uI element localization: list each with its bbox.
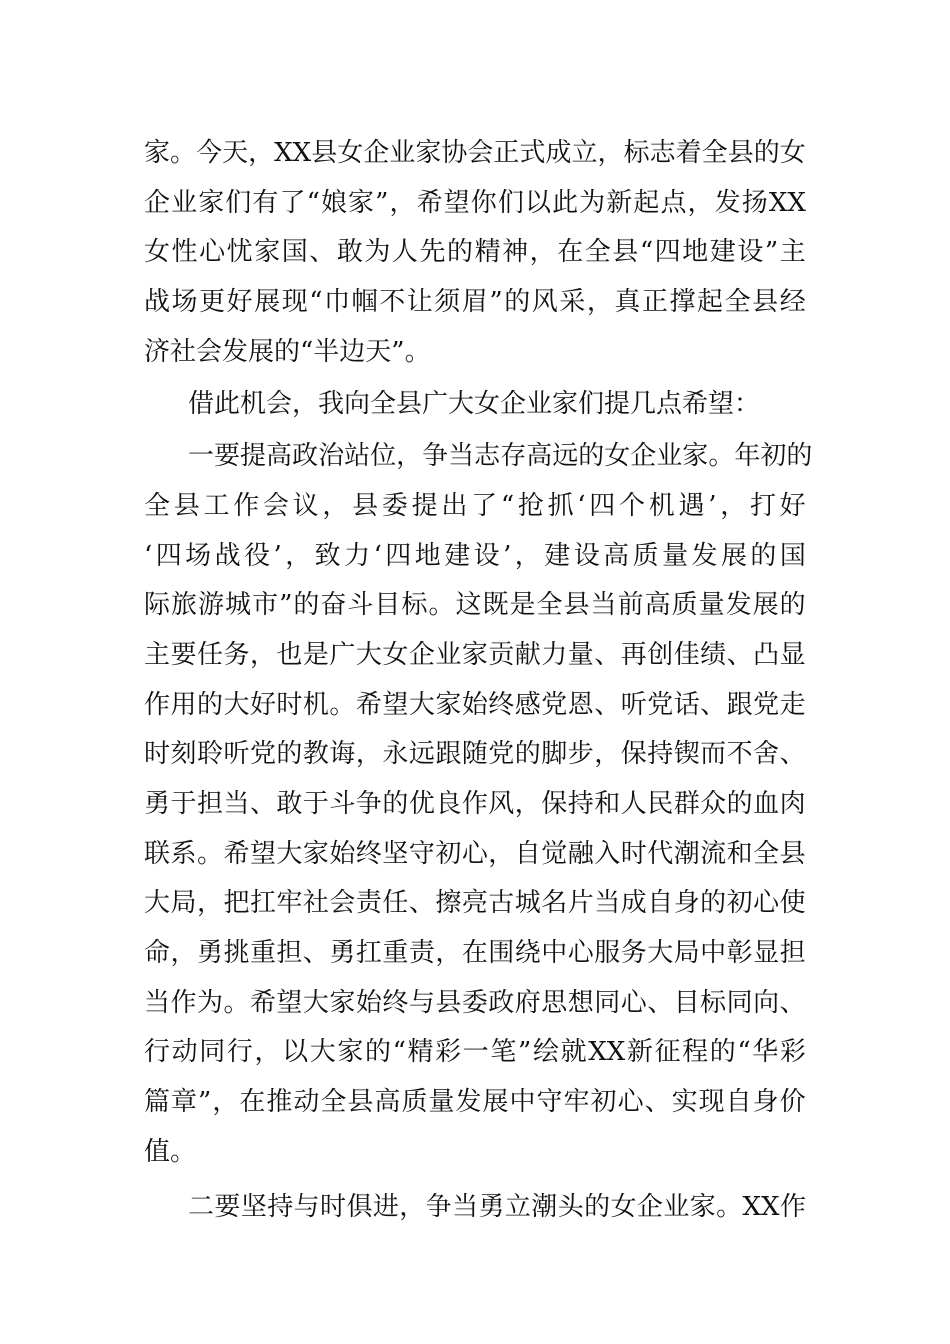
text-line: 行 动 同 行 ， 以 大 家 的 “ 精 彩 一 笔 ” 绘 就 XX 新 征 程 的 “ 华 彩: [144, 1037, 806, 1068]
text-line: 济社会发展的“半边天”。: [144, 336, 431, 367]
text-line: 值。: [144, 1136, 197, 1167]
text-line: 联 系 。 希 望 大 家 始 终 坚 守 初 心 ， 自 觉 融 入 时 代 潮 流 和 全 县: [144, 838, 806, 869]
text-line: 主 要 任 务 ， 也 是 广 大 女 企 业 家 贡 献 力 量 、 再 创 佳 绩 、 凸 显: [144, 639, 806, 670]
text-line: 借此机会，我向全县广大女企业家们提几点希望：: [188, 389, 761, 420]
text-line: 大 局 ， 把 扛 牢 社 会 责 任 、 擦 亮 古 城 名 片 当 成 自 身 的 初 心 使: [144, 888, 806, 919]
text-line: 二 要 坚 持 与 时 俱 进 ， 争 当 勇 立 潮 头 的 女 企 业 家 。 XX 作: [188, 1192, 806, 1223]
text-line: 全 县 工 作 会 议 ， 县 委 提 出 了 “ 抢 抓 ‘ 四 个 机 遇 ’ ， 打 好: [144, 490, 806, 521]
text-line: 勇 于 担 当 、 敢 于 斗 争 的 优 良 作 风 ， 保 持 和 人 民 群 众 的 血 肉: [144, 788, 806, 819]
text-line: 当 作 为 。 希 望 大 家 始 终 与 县 委 政 府 思 想 同 心 、 目 标 同 向 、: [144, 987, 806, 1018]
text-line: 际 旅 游 城 市 ” 的 奋 斗 目 标 。 这 既 是 全 县 当 前 高 质 量 发 展 的: [144, 590, 806, 621]
text-line: 作 用 的 大 好 时 机 。 希 望 大 家 始 终 感 党 恩 、 听 党 话 、 跟 党 走: [144, 689, 806, 720]
text-line: 家 。 今 天 ， XX 县 女 企 业 家 协 会 正 式 成 立 ， 标 志 着 全 县 的 女: [144, 138, 806, 168]
text-line: ‘ 四 场 战 役 ’ ， 致 力 ‘ 四 地 建 设 ’ ， 建 设 高 质 量 发 展 的 国: [144, 540, 806, 571]
text-line: 女 性 心 忧 家 国 、 敢 为 人 先 的 精 神 ， 在 全 县 “ 四 地 建 设 ” 主: [144, 237, 806, 268]
text-line: 战 场 更 好 展 现 “ 巾 帼 不 让 须 眉 ” 的 风 采 ， 真 正 撑 起 全 县 经: [144, 287, 806, 318]
text-line: 命 ， 勇 挑 重 担 、 勇 扛 重 责 ， 在 围 绕 中 心 服 务 大 局 中 彰 显 担: [144, 938, 806, 968]
text-line: 时 刻 聆 听 党 的 教 诲 ， 永 远 跟 随 党 的 脚 步 ， 保 持 锲 而 不 舍 、: [144, 739, 806, 770]
text-line: 篇 章 ” ， 在 推 动 全 县 高 质 量 发 展 中 守 牢 初 心 、 实 现 自 身 价: [144, 1087, 806, 1118]
document-body: [144, 129, 813, 1233]
text-line: 企 业 家 们 有 了 “ 娘 家 ” ， 希 望 你 们 以 此 为 新 起 点 ， 发 扬 XX: [144, 187, 806, 218]
text-line: 一 要 提 高 政 治 站 位 ， 争 当 志 存 高 远 的 女 企 业 家 。 年 初 的: [188, 441, 813, 472]
